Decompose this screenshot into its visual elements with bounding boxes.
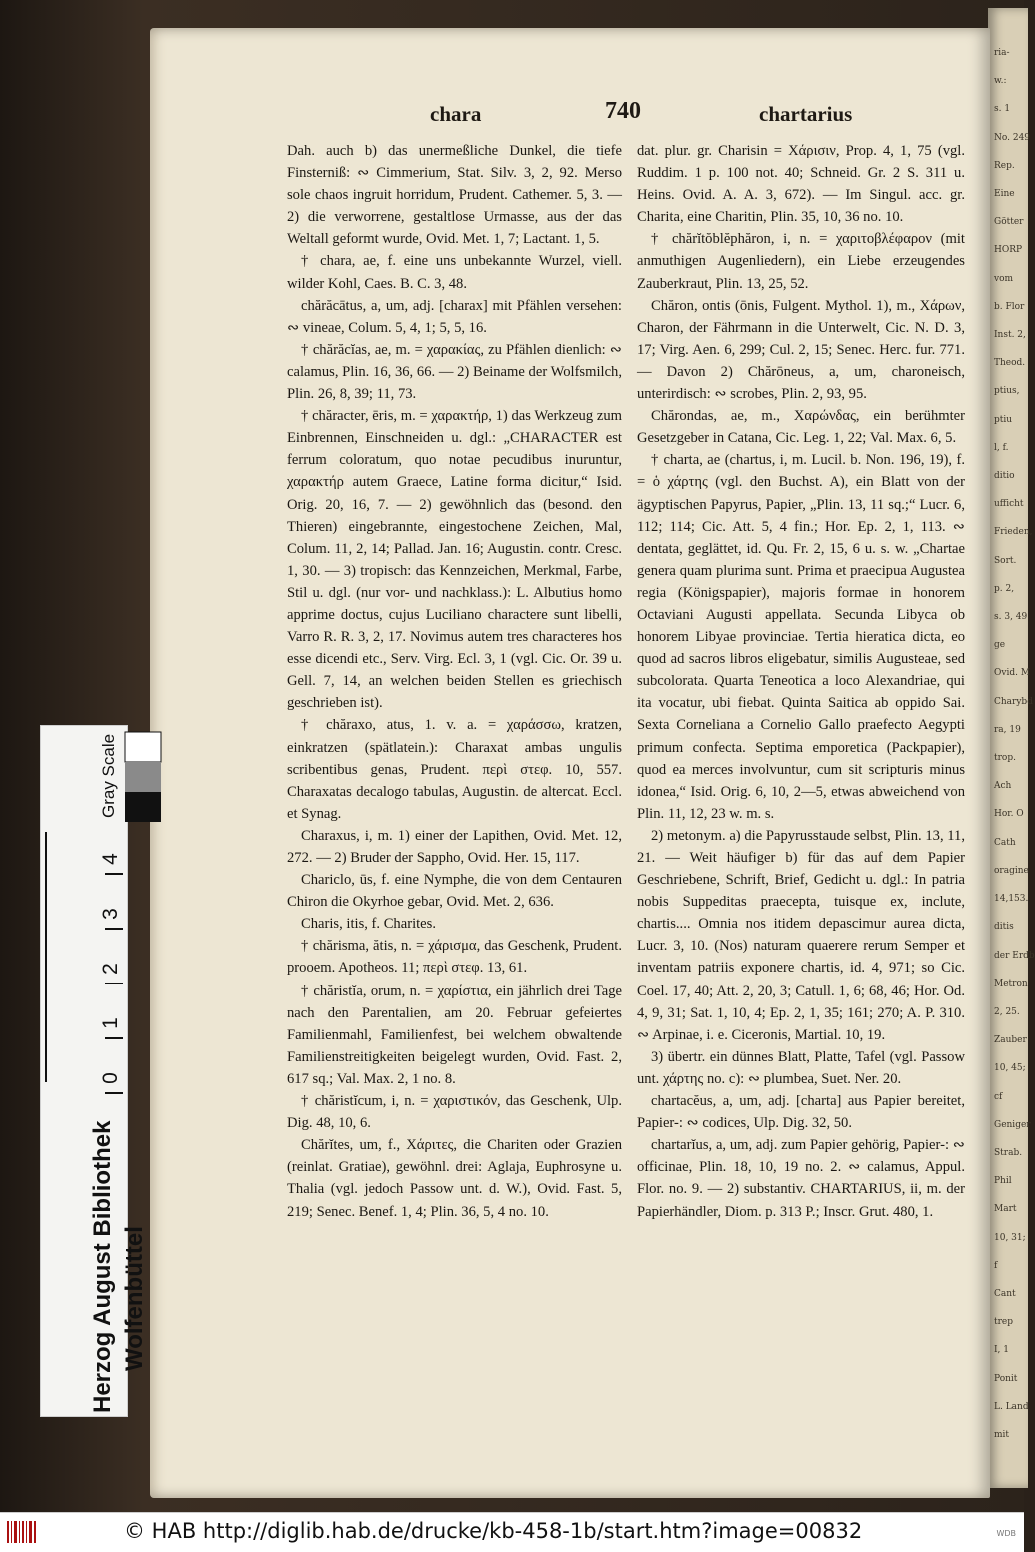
headword-left: chara: [430, 102, 482, 126]
dictionary-entry: chartacĕus, a, um, adj. [charta] aus Papier bereitet, Papier-: ∾ codices, Ulp. Dig. 32, 50.: [637, 1093, 965, 1132]
institution-city: Wolfenbüttel: [121, 1226, 148, 1371]
adjacent-page-line: Eine: [994, 189, 1015, 200]
adjacent-page-line: ditio: [994, 471, 1015, 482]
adjacent-page-line: ge: [994, 640, 1006, 651]
adjacent-page-line: Cath: [994, 837, 1016, 848]
dictionary-entry: Chărondas, ae, m., Χαρώνδας, ein berühmter Gesetzgeber in Catana, Cic. Leg. 1, 22; Val. Max. 6, 5.: [637, 408, 965, 447]
institution-label: [41, 1120, 148, 1413]
dictionary-entry: † chara, ae, f. eine uns unbekannte Wurzel, viell. wilder Kohl, Caes. B. C. 3, 48.: [287, 253, 622, 292]
dictionary-entry: † chărĭtŏblĕphăron, i, n. = χαριτοβλέφαρον (mit anmuthigen Augenliedern), ein Liebe erzeugendes Zauberkraut, Plin. 13, 25, 52.: [637, 231, 965, 292]
adjacent-page-line: Metron: [994, 978, 1028, 989]
dictionary-entry: † chăristĭa, orum, n. = χαρίστια, ein jährlich drei Tage nach den Parentalien, am 20. Februar gefeiertes Familienmahl, Familienfest, bei welchem obwaltende Familienstreitigkeiten beigelegt wurden, Ovid. Fast. 2, 617 sq.; Val. Max. 2, 1 no. 8.: [287, 982, 622, 1087]
dictionary-entry: Chăron, ontis (ōnis, Fulgent. Mythol. 1), m., Χάρων, Charon, der Fährmann in die Unterwelt, Cic. N. D. 3, 17; Virg. Aen. 6, 299; Cul. 2, 15; Senec. Herc. fur. 771. — Davon 2) Chărōneus, a, um, charoneisch, unterirdisch: ∾ scrobes, Plin. 2, 93, 95.: [637, 297, 965, 403]
institution-name: Herzog August Bibliothek: [89, 1120, 116, 1413]
dictionary-entry: Chărĭtes, um, f., Χάριτες, die Chariten oder Grazien (reinlat. Gratiae), gewöhnl. drei: Aglaja, Euphrosyne u. Thalia (vgl. jedoch Passow unt. d. W.), Ovid. Fast. 5, 219; Senec. Benef. 1, 4; Plin. 36, 5, 4 no. 10.: [287, 1137, 622, 1220]
adjacent-page-line: Mart: [994, 1204, 1017, 1215]
left-column: [287, 140, 622, 1223]
adjacent-page-text: [988, 8, 1035, 1441]
adjacent-page-line: s. 1: [994, 104, 1011, 115]
dictionary-entry: 3) übertr. ein dünnes Blatt, Platte, Tafel (vgl. Passow unt. χάρτης no. c): ∾ plumbea, Suet. Ner. 20.: [637, 1048, 965, 1087]
adjacent-page-line: Ach: [994, 781, 1012, 792]
gray-swatches: [125, 732, 163, 824]
footer-bar: [0, 1512, 1024, 1552]
adjacent-page-line: Ovid. M: [994, 668, 1031, 679]
dictionary-entry: Charaxus, i, m. 1) einer der Lapithen, Ovid. Met. 12, 272. — 2) Bruder der Sappho, Ovid. Her. 15, 117.: [287, 827, 622, 866]
ruler-number: 2: [99, 962, 122, 975]
dictionary-entry: † chăracter, ēris, m. = χαρακτήρ, 1) das Werkzeug zum Einbrennen, Einschneiden u. dgl.: „CHARACTER est ferrum coloratum, quo notae pecudibus inuruntur, χαρακτήρ autem Graece, Latine forma dicitur,“ Isid. Orig. 20, 16, 7. — 2) gewöhnlich das (besond. den Thieren) eingebrannte, eingestochene Zeichen, Mal, Colum. 11, 2, 14; Pallad. Jan. 16; Augustin. contr. Cresc. 1, 30. — 3) tropisch: das Kennzeichen, Merkmal, Farbe, Stil u. dgl. (nur vor- und nachklass.): L. Albutius homo apprime doctus, cujus Luciliano charactere sunt libelli, Varro R. R. 3, 2, 17. Novimus autem tres characteres hos esse dicendi etc., Serv. Virg. Ecl. 3, 1 (vgl. Cic. Or. 39 u. Gell. 7, 14, an welchen beiden Stellen es griechisch geschrieben ist).: [287, 408, 622, 712]
adjacent-page-line: 10, 31;: [994, 1232, 1026, 1243]
dictionary-entry: chărăcātus, a, um, adj. [charax] mit Pfählen versehen: ∾ vineae, Colum. 5, 4, 1; 5, 5, 16.: [287, 297, 622, 336]
adjacent-page-line: ra, 19: [994, 724, 1021, 735]
adjacent-page-line: ufficht: [994, 499, 1024, 510]
ruler-number: 0: [99, 1072, 122, 1084]
adjacent-page-line: cf: [994, 1091, 1003, 1102]
right-column: [637, 140, 965, 1223]
dictionary-entry: chartarĭus, a, um, adj. zum Papier gehörig, Papier-: ∾ officinae, Plin. 18, 10, 19 no. 2. ∾ calamus, Appul. Flor. no. 9. — 2) substantiv. CHARTARIUS, ii, m. der Papierhändler, Diom. p. 313 P.; Inscr. Grut. 480, 1.: [637, 1137, 965, 1220]
ruler-number: 4: [99, 853, 122, 866]
adjacent-page-line: 14,153.: [994, 894, 1029, 905]
ruler-tick: [105, 1092, 123, 1094]
adjacent-page-line: Götter: [994, 217, 1024, 228]
adjacent-page-line: w.:: [994, 76, 1007, 87]
adjacent-page-line: oragine: [994, 865, 1029, 876]
page-number: 740: [605, 98, 641, 124]
adjacent-page-line: Cant: [994, 1288, 1016, 1299]
adjacent-page-line: L. Land: [994, 1401, 1029, 1412]
dictionary-entry: † chăraxo, atus, 1. v. a. = χαράσσω, kratzen, einkratzen (spätlatein.): Charaxat ambas ungulis scribentibus genas, Prudent. περὶ στεφ. 10, 557. Charaxatas decalogo tabulas, Augustin. de altercat. Eccl. et Synag.: [287, 717, 622, 822]
adjacent-page-line: Strab.: [994, 1147, 1023, 1158]
adjacent-page-line: HORP: [994, 245, 1023, 256]
adjacent-page-line: Geniger: [994, 1119, 1031, 1130]
adjacent-page-line: f: [994, 1260, 998, 1271]
ruler-number: 1: [99, 1017, 122, 1030]
adjacent-page-line: der Erdb: [994, 950, 1035, 961]
adjacent-page-line: Rep.: [994, 160, 1015, 171]
adjacent-page-line: ria-: [994, 48, 1010, 58]
adjacent-page-line: 2, 25.: [994, 1006, 1020, 1017]
running-head: [150, 98, 990, 132]
ruler-tick: [105, 983, 123, 985]
dictionary-entry: Dah. auch b) das unermeßliche Dunkel, die tiefe Finsterniß: ∾ Cimmerium, Stat. Silv. 3, 2, 92. Merso sole chaos ingruit horridum, Prudent. Cathemer. 5, 3. — 2) die verworrene, gestaltlose Urmasse, aus der das Weltall geformt wurde, Ovid. Met. 1, 7; Lactant. 1, 5.: [287, 143, 622, 248]
adjacent-page-line: ditis: [994, 922, 1014, 933]
adjacent-page-line: trop.: [994, 753, 1016, 764]
copyright-link[interactable]: © HAB http://diglib.hab.de/drucke/kb-458-1b/start.htm?image=00832: [124, 1519, 863, 1543]
adjacent-page-line: Sort.: [994, 555, 1017, 566]
dictionary-entry: Chariclo, ūs, f. eine Nymphe, die von dem Centauren Chiron die Okyrhoe gebar, Ovid. Met. 2, 636.: [287, 872, 622, 911]
ruler-tick: [105, 873, 123, 875]
adjacent-page-line: No. 249: [994, 132, 1031, 143]
dictionary-entry: Charis, itis, f. Charites.: [301, 916, 436, 933]
adjacent-page-line: l, f.: [994, 442, 1009, 453]
adjacent-page-line: Theod.: [994, 358, 1026, 369]
dictionary-entry: 2) metonym. a) die Papyrusstaude selbst, Plin. 13, 11, 21. — Weit häufiger b) für das auf dem Papier Geschriebene, Schrift, Brief, Gedicht u. dgl.: In patria nobis Suppeditas praecepta, tuisque ex, inclute, chartis.... Omnia nos itidem depascimur aurea dicta, Lucr. 3, 10. (Nos) naturam quaerere rerum Semper et inventam patriis exponere chartis, id. 4, 971; so Cic. Coel. 17, 40; Att. 2, 20, 3; Catull. 1, 6; 68, 46; Hor. Od. 4, 9, 31; Sat. 1, 10, 4; Ep. 2, 1, 35; 161; 270; A. P. 310. ∾ Arpinae, i. e. Ciceronis, Martial. 10, 19.: [637, 827, 965, 1043]
adjacent-page-line: trep: [994, 1317, 1014, 1328]
ruler-number: 3: [99, 908, 122, 920]
dictionary-entry: † chăristĭcum, i, n. = χαριστικόν, das Geschenk, Ulp. Dig. 48, 10, 6.: [287, 1093, 622, 1132]
adjacent-page-line: Phil: [994, 1176, 1012, 1187]
adjacent-page-line: ptius,: [994, 386, 1020, 397]
dictionary-entry: † chărăcĭas, ae, m. = χαρακίας, zu Pfählen dienlich: ∾ calamus, Plin. 16, 36, 66. — 2) Beiname der Wolfsmilch, Plin. 26, 8, 39; 11, 73.: [287, 341, 622, 403]
adjacent-page-line: I, 1: [994, 1345, 1010, 1356]
adjacent-page-line: b. Flor: [994, 301, 1025, 312]
gray-scale-label: Gray Scale: [99, 733, 118, 819]
adjacent-page-line: vom: [994, 273, 1014, 284]
adjacent-page-line: Inst. 2,: [994, 330, 1026, 341]
adjacent-page-line: Zauber: [994, 1035, 1027, 1046]
adjacent-page-line: Frieden,: [994, 527, 1033, 538]
adjacent-page-line: Hor. O: [994, 809, 1024, 820]
adjacent-page-line: ptiu: [994, 414, 1013, 425]
barcode-icon: [6, 1519, 38, 1545]
adjacent-page-line: p. 2,: [994, 583, 1015, 594]
ruler-tick: [105, 928, 123, 930]
footer-mark: WDB: [996, 1529, 1016, 1538]
adjacent-page-line: 10, 45;: [994, 1063, 1026, 1074]
adjacent-page-line: mit: [994, 1429, 1010, 1440]
headword-right: chartarius: [759, 102, 853, 126]
dictionary-entry: dat. plur. gr. Charisin = Χάρισιν, Prop. 4, 1, 75 (vgl. Ruddim. 1 p. 100 not. 40; Schneid. Gr. 2 S. 311 u. Heins. Ovid. A. A. 3, 672). — Im Singul. acc. gr. Charita, eine Charitin, Plin. 35, 10, 36 no. 10.: [637, 143, 965, 226]
gray-scale-card: [40, 725, 148, 1417]
dictionary-entry: † charta, ae (chartus, i, m. Lucil. b. Non. 196, 19), f. = ὁ χάρτης (vgl. den Buchst. A), ein Blatt von der ägyptischen Papyrus, Papier, „Plin. 13, 11 sq.;“ Lucr. 6, 112; 114; Cic. Att. 5, 4 fin.; Hor. Ep. 2, 1, 113. ∾ dentata, geglättet, id. Qu. Fr. 2, 15, 6 u. s. w. „Chartae genera quam plurima sunt. Prima et praecipua Augustea regia (Königspapier), majoris formae in honorem Octaviani Augusti appellata. Secunda Libyca ob honorem Libyae provinciae. Tertia hieratica dicta, eo quod ad sacros libros eligebatur, similis Augusteae, sed subcolorata. Quarta Teneotica a loco Alexandriae, qui ita vocatur, ubi fiebat. Quinta Saitica ab oppido Sai. Sexta Corneliana a Cornelio Gallo praefecto Aegypti primum confecta. Septima emporetica (Packpapier), quod ea merces involvuntur, cum sit scripturis minus idonea,“ Isid. Orig. 6, 10, 2—5, etwas abweichend von Plin. 11, 12, 23 w. m. s.: [637, 452, 965, 822]
adjacent-page-edge: [988, 8, 1035, 1488]
dictionary-entry: † chărisma, ătis, n. = χάρισμα, das Geschenk, Prudent. prooem. Apotheos. 11; περὶ στεφ. 13, 61.: [287, 938, 622, 977]
adjacent-page-line: Charybd: [994, 696, 1033, 707]
ruler-tick: [105, 1037, 123, 1039]
adjacent-page-line: s. 3, 49: [994, 612, 1028, 623]
adjacent-page-line: Ponit: [994, 1373, 1018, 1384]
